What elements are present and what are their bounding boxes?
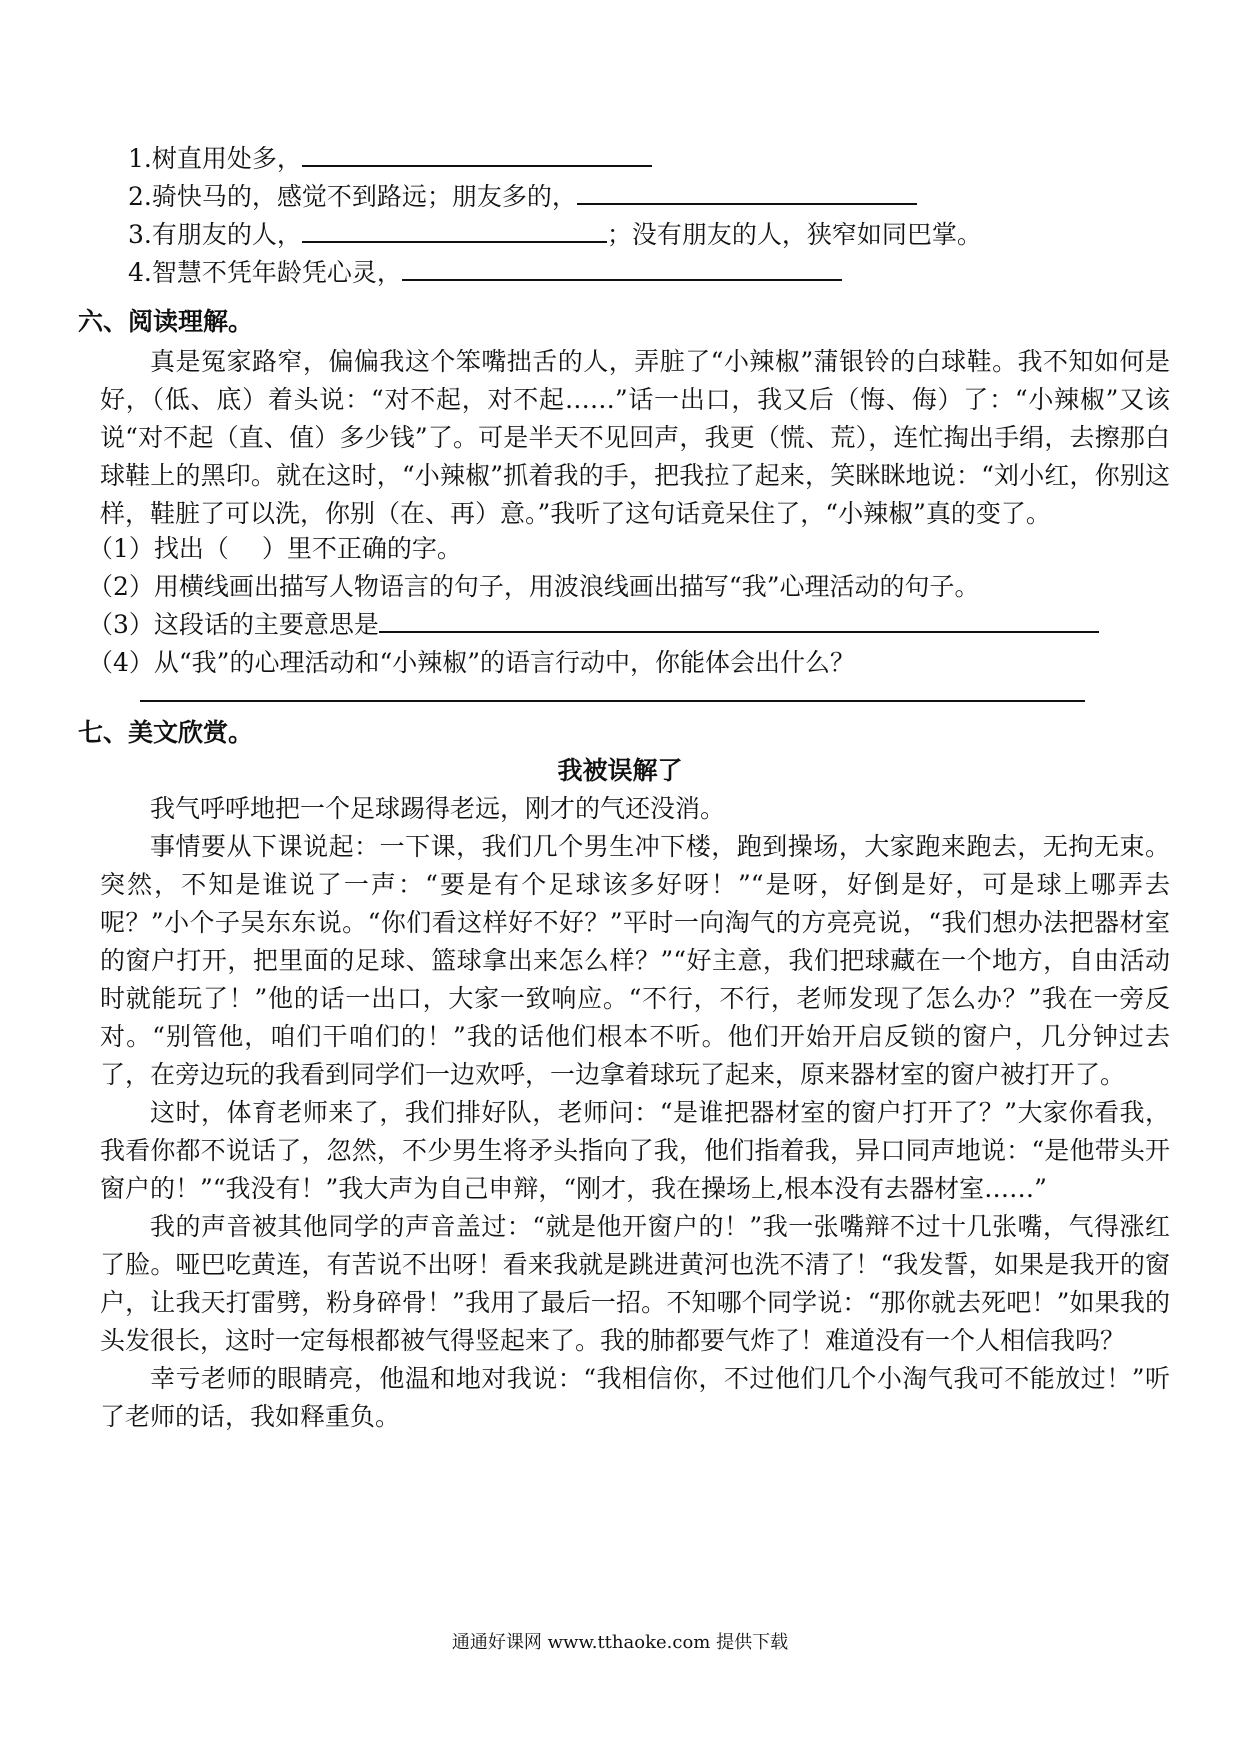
reading-question-4: （4）从“我”的心理活动和“小辣椒”的语言行动中，你能体会出什么？ — [88, 648, 856, 677]
fill-item-1 — [128, 140, 652, 178]
reading-question-3 — [88, 606, 1099, 644]
answer-blank[interactable] — [379, 607, 1099, 633]
fill-item-3-text-after: ；没有朋友的人，狭窄如同巴掌。 — [606, 220, 982, 249]
essay-paragraph-1: 我气呼呼地把一个足球踢得老远，刚才的气还没消。 — [150, 794, 726, 823]
answer-blank[interactable] — [402, 255, 842, 281]
reading-question-2: （2）用横线画出描写人物语言的句子，用波浪线画出描写“我”心理活动的句子。 — [88, 572, 980, 601]
fill-item-3 — [128, 216, 982, 254]
answer-blank[interactable] — [577, 179, 917, 205]
fill-item-2-text: 2.骑快马的，感觉不到路远；朋友多的， — [128, 182, 577, 211]
fill-item-1-text: 1.树直用处多， — [128, 144, 302, 173]
fill-item-4-text: 4.智慧不凭年龄凭心灵， — [128, 258, 402, 287]
fill-item-3-text-before: 3.有朋友的人， — [128, 220, 302, 249]
reading-question-1: （1）找出（ ）里不正确的字。 — [88, 534, 462, 563]
section-heading-appreciation: 七、美文欣赏。 — [78, 718, 254, 747]
essay-title: 我被误解了 — [557, 756, 683, 785]
reading-passage: 真是冤家路窄，偏偏我这个笨嘴拙舌的人，弄脏了“小辣椒”蒲银铃的白球鞋。我不知如何是好，（低、底）着头说：“对不起，对不起……”话一出口，我又后（悔、侮）了：“小辣椒”又该说“对不起（直、值）多少钱”了。可是半天不见回声，我更（慌、荒），连忙掏出手绢，去擦那白球鞋上的黑印。就在这时，“小辣椒”抓着我的手，把我拉了起来，笑眯眯地说：“刘小红，你别这样，鞋脏了可以洗，你别（在、再）意。”我听了这句话竟呆住了，“小辣椒”真的变了。 — [100, 347, 1170, 528]
reading-question-3-text: （3）这段话的主要意思是 — [88, 610, 379, 639]
fill-item-2 — [128, 178, 917, 216]
essay-paragraph-2: 事情要从下课说起：一下课，我们几个男生冲下楼，跑到操场，大家跑来跑去，无拘无束。突然，不知是谁说了一声：“要是有个足球该多好呀！”“是呀，好倒是好，可是球上哪弄去呢？”小个子吴东东说。“你们看这样好不好？”平时一向淘气的方亮亮说，“我们想办法把器材室的窗户打开，把里面的足球、篮球拿出来怎么样？”“好主意，我们把球藏在一个地方，自由活动时就能玩了！”他的话一出口，大家一致响应。“不行，不行，老师发现了怎么办？”我在一旁反对。“别管他，咱们干咱们的！”我的话他们根本不听。他们开始开启反锁的窗户，几分钟过去了，在旁边玩的我看到同学们一边欢呼，一边拿着球玩了起来，原来器材室的窗户被打开了。 — [100, 832, 1170, 1089]
answer-blank[interactable] — [302, 217, 607, 243]
essay-paragraph-3: 这时，体育老师来了，我们排好队，老师问：“是谁把器材室的窗户打开了？”大家你看我，我看你都不说话了，忽然，不少男生将矛头指向了我，他们指着我，异口同声地说：“是他带头开窗户的！”“我没有！”我大声为自己申辩，“刚才，我在操场上,根本没有去器材室……” — [100, 1098, 1170, 1203]
answer-line[interactable] — [140, 700, 1085, 702]
fill-item-4 — [128, 254, 842, 292]
page-footer: 通通好课网 www.tthaoke.com 提供下载 — [451, 1632, 789, 1653]
essay-paragraph-5: 幸亏老师的眼睛亮，他温和地对我说：“我相信你，不过他们几个小淘气我可不能放过！”听了老师的话，我如释重负。 — [100, 1364, 1170, 1431]
essay-paragraph-4: 我的声音被其他同学的声音盖过：“就是他开窗户的！”我一张嘴辩不过十几张嘴，气得涨红了脸。哑巴吃黄连，有苦说不出呀！看来我就是跳进黄河也洗不清了！“我发誓，如果是我开的窗户，让我天打雷劈，粉身碎骨！”我用了最后一招。不知哪个同学说：“那你就去死吧！”如果我的头发很长，这时一定每根都被气得竖起来了。我的肺都要气炸了！难道没有一个人相信我吗？ — [100, 1212, 1170, 1355]
section-heading-reading: 六、阅读理解。 — [78, 307, 254, 336]
answer-blank[interactable] — [302, 141, 652, 167]
